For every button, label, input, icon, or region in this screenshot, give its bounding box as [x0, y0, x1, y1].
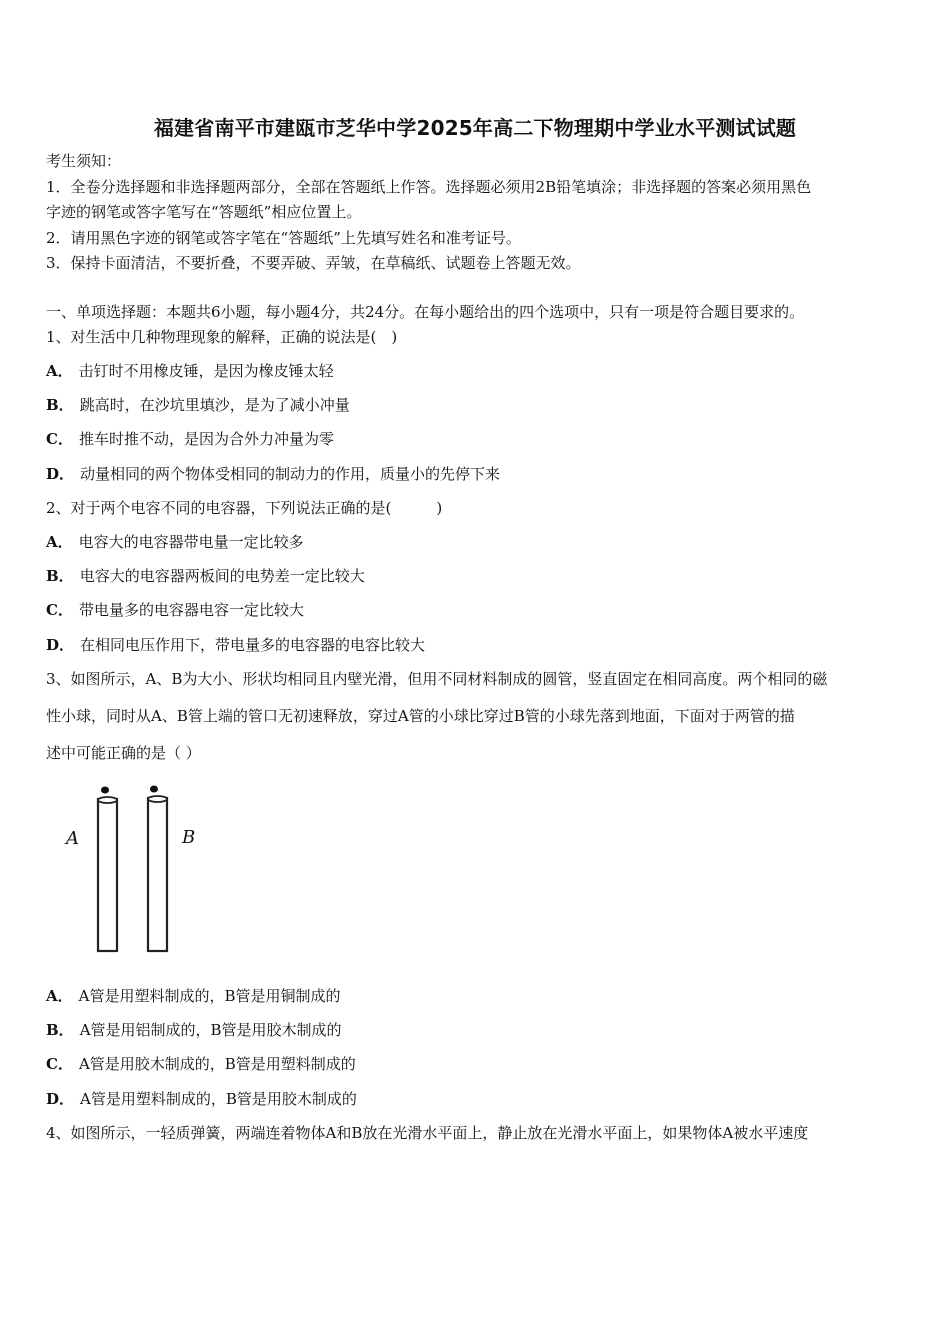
question-1-option-d [46, 464, 500, 484]
question-4-stem: 4、如图所示，一轻质弹簧，两端连着物体A和B放在光滑水平面上，静止放在光滑水平面上，如果物体A被水平速度 [46, 1124, 809, 1142]
option-letter: B． [46, 567, 74, 585]
question-3-stem-line: 3、如图所示，A、B为大小、形状均相同且内壁光滑，但用不同材料制成的圆管，竖直固定在相同高度。两个相同的磁 [46, 670, 828, 688]
ball-b-icon [150, 786, 158, 793]
option-text: A管是用铝制成的，B管是用胶木制成的 [79, 1021, 342, 1039]
tube-a [98, 799, 117, 951]
notice-item: 2．请用黑色字迹的钢笔或答字笔在“答题纸”上先填写姓名和准考证号。 [46, 229, 521, 247]
notice-item: 字迹的钢笔或答字笔写在“答题纸”相应位置上。 [46, 203, 362, 221]
option-letter: C． [46, 601, 73, 619]
option-letter: A． [46, 362, 73, 380]
option-text: 电容大的电容器带电量一定比较多 [78, 533, 304, 551]
option-text: A管是用塑料制成的，B管是用胶木制成的 [80, 1090, 357, 1108]
question-3-option-c [46, 1054, 356, 1074]
option-text: 在相同电压作用下，带电量多的电容器的电容比较大 [80, 636, 426, 654]
tubes-diagram [50, 780, 210, 960]
option-letter: C． [46, 1055, 73, 1073]
option-letter: D． [46, 636, 75, 654]
question-3-option-a [46, 986, 341, 1006]
notice-item: 3．保持卡面清洁，不要折叠，不要弄破、弄皱，在草稿纸、试题卷上答题无效。 [46, 254, 581, 272]
notice-heading: 考生须知： [46, 152, 122, 170]
option-text: 推车时推不动，是因为合外力冲量为零 [78, 430, 334, 448]
question-1-option-a [46, 361, 334, 381]
question-3-option-b [46, 1020, 342, 1040]
question-2-stem: 2、对于两个电容不同的电容器，下列说法正确的是( ) [46, 499, 443, 517]
tube-b-label: B [182, 827, 196, 848]
tube-a-label: A [66, 828, 79, 849]
option-letter: B． [46, 396, 74, 414]
question-1-option-b [46, 395, 350, 415]
option-letter: D． [46, 465, 75, 483]
option-text: 击钉时不用橡皮锤，是因为橡皮锤太轻 [78, 362, 334, 380]
question-2-option-d [46, 635, 425, 655]
option-letter: A． [46, 987, 73, 1005]
tube-b [148, 798, 167, 951]
question-2-option-a [46, 532, 304, 552]
tube-a-mouth [98, 797, 117, 803]
tube-b-mouth [148, 796, 167, 802]
section-heading: 一、单项选择题：本题共6小题，每小题4分，共24分。在每小题给出的四个选项中，只有一项是符合题目要求的。 [46, 303, 805, 321]
option-text: A管是用胶木制成的，B管是用塑料制成的 [78, 1055, 356, 1073]
question-2-option-c [46, 600, 304, 620]
question-2-option-b [46, 566, 365, 586]
option-text: 电容大的电容器两板间的电势差一定比较大 [79, 567, 365, 585]
option-text: A管是用塑料制成的，B管是用铜制成的 [78, 987, 341, 1005]
notice-item: 1．全卷分选择题和非选择题两部分，全部在答题纸上作答。选择题必须用2B铅笔填涂；非选择题的答案必须用黑色 [46, 178, 812, 196]
two-tubes-figure [50, 780, 210, 960]
option-letter: B． [46, 1021, 74, 1039]
ball-a-icon [101, 787, 109, 794]
question-3-stem-line: 性小球，同时从A、B管上端的管口无初速释放，穿过A管的小球比穿过B管的小球先落到地面，下面对于两管的描 [46, 707, 795, 725]
option-text: 动量相同的两个物体受相同的制动力的作用，质量小的先停下来 [80, 465, 501, 483]
option-letter: C． [46, 430, 73, 448]
option-letter: D． [46, 1090, 75, 1108]
option-text: 跳高时，在沙坑里填沙，是为了减小冲量 [79, 396, 350, 414]
page-title: 福建省南平市建瓯市芝华中学2025年高二下物理期中学业水平测试试题 [153, 116, 797, 140]
question-1-option-c [46, 429, 334, 449]
question-3-option-d [46, 1089, 357, 1109]
question-3-stem-line: 述中可能正确的是（ ） [46, 744, 201, 762]
option-letter: A． [46, 533, 73, 551]
question-1-stem: 1、对生活中几种物理现象的解释，正确的说法是( ) [46, 328, 398, 346]
option-text: 带电量多的电容器电容一定比较大 [78, 601, 304, 619]
